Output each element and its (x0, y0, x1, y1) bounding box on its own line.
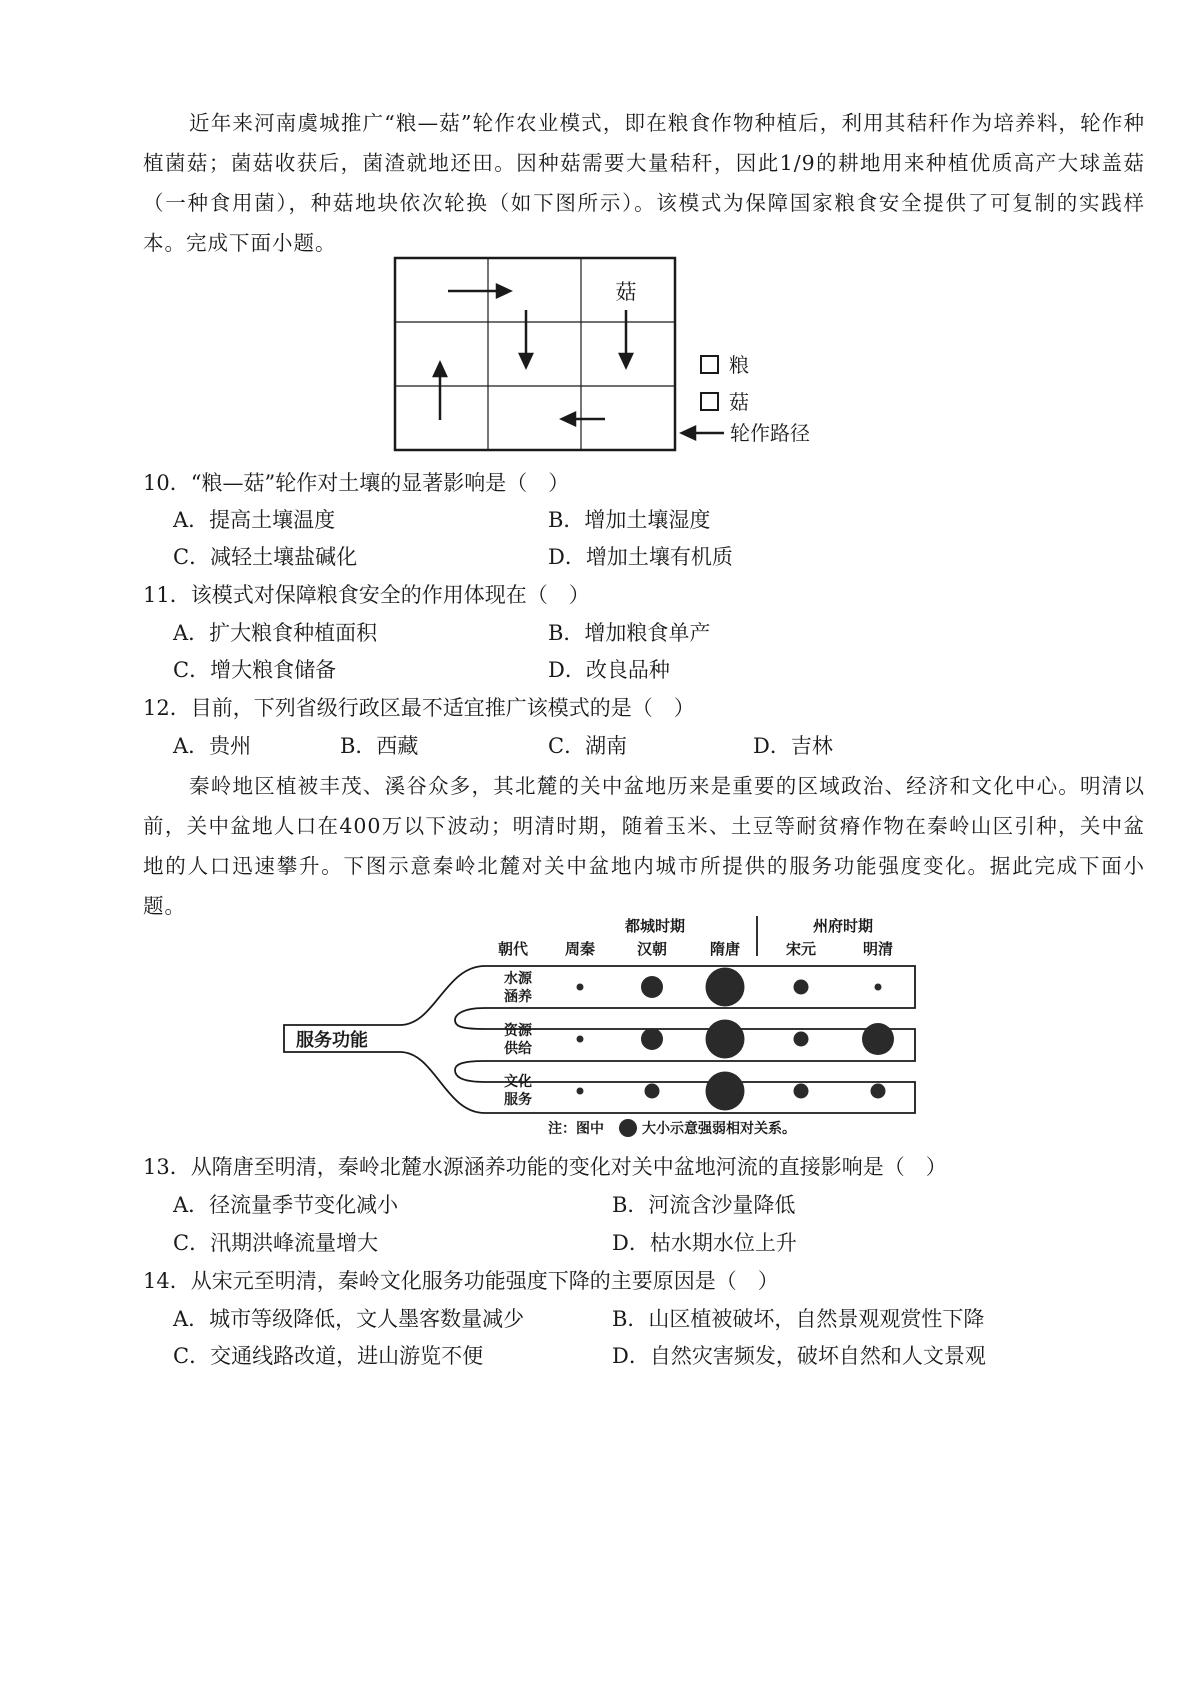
q14-option-d[interactable]: D．自然灾害频发，破坏自然和人文景观 (612, 1344, 986, 1368)
dynasty-label: 隋唐 (709, 940, 741, 958)
arrowhead (497, 285, 510, 297)
q13-option-d[interactable]: D．枯水期水位上升 (612, 1231, 797, 1255)
strength-circle (794, 1084, 809, 1099)
q13-option-c[interactable]: C．汛期洪峰流量增大 (173, 1231, 379, 1255)
period-prefecture-label: 州府时期 (812, 917, 874, 935)
row-label: 资源 (504, 1023, 532, 1039)
service-function-label: 服务功能 (296, 1030, 368, 1051)
arrowhead (682, 427, 695, 439)
rotation-grid-figure (380, 255, 830, 455)
row-label: 服务 (504, 1092, 532, 1108)
period-capital-label: 都城时期 (624, 917, 686, 935)
q14-option-c[interactable]: C．交通线路改道，进山游览不便 (173, 1344, 484, 1368)
arrowhead (520, 354, 532, 367)
strength-circle (875, 984, 882, 991)
passage-2: 秦岭地区植被丰茂、溪谷众多，其北麓的关中盆地历来是重要的区域政治、经济和文化中心。明清以前，关中盆地人口在400万以下波动；明清时期，随着玉米、土豆等耐贫瘠作物在秦岭山区引种，关中盆地的人口迅速攀升。下图示意秦岭北麓对关中盆地内城市所提供的服务功能强度变化。据此完成下面小题。 (143, 774, 1145, 918)
strength-circle (641, 1028, 663, 1050)
strength-circle (577, 984, 584, 991)
service-function-figure (270, 910, 930, 1145)
q11-option-a[interactable]: A．扩大粮食种植面积 (173, 621, 378, 645)
q11-option-c[interactable]: C．增大粮食储备 (173, 658, 337, 682)
arrowhead (434, 363, 446, 376)
question-10-stem: 10．“粮—菇”轮作对土壤的显著影响是（ ） (143, 471, 570, 495)
q14-option-a[interactable]: A．城市等级降低，文人墨客数量减少 (173, 1307, 525, 1331)
dynasty-label: 明清 (862, 940, 894, 958)
strength-circle (645, 1084, 660, 1099)
strength-circle (862, 1023, 894, 1055)
q10-option-d[interactable]: D．增加土壤有机质 (548, 545, 733, 569)
q12-option-d[interactable]: D．吉林 (753, 734, 833, 758)
q12-option-a[interactable]: A．贵州 (173, 734, 252, 758)
question-12-stem: 12．目前，下列省级行政区最不适宜推广该模式的是（ ） (143, 696, 695, 720)
note-suffix: 大小示意强弱相对关系。 (642, 1121, 796, 1137)
strength-circle (577, 1036, 584, 1043)
funnel-outline (284, 966, 915, 1113)
legend-grain-label: 粮 (729, 353, 749, 377)
question-13-stem: 13．从隋唐至明清，秦岭北麓水源涵养功能的变化对关中盆地河流的直接影响是（ ） (143, 1155, 947, 1179)
strength-circle (794, 980, 809, 995)
q10-option-c[interactable]: C．减轻土壤盐碱化 (173, 545, 358, 569)
question-11-stem: 11．该模式对保障粮食安全的作用体现在（ ） (143, 583, 590, 607)
mushroom-cell-label: 菇 (615, 280, 637, 304)
dynasty-label: 汉朝 (636, 940, 668, 958)
row-label: 水源 (504, 971, 532, 987)
legend-grain-swatch (701, 356, 718, 373)
row-label: 涵养 (504, 989, 532, 1005)
q12-option-c[interactable]: C．湖南 (548, 734, 628, 758)
note-circle-icon (619, 1119, 637, 1137)
arrowhead (620, 354, 632, 367)
q12-option-b[interactable]: B．西藏 (340, 734, 419, 758)
passage-1: 近年来河南虞城推广“粮—菇”轮作农业模式，即在粮食作物种植后，利用其秸秆作为培养料，轮作种植菌菇；菌菇收获后，菌渣就地还田。因种菇需要大量秸秆，因此1/9的耕地用来种植优质高产大球盖菇（一种食用菌），种菇地块依次轮换（如下图所示）。该模式为保障国家粮食安全提供了可复制的实践样本。完成下面小题。 (143, 111, 1145, 255)
dynasty-label: 宋元 (785, 940, 817, 958)
note-prefix: 注：图中 (548, 1121, 604, 1137)
q13-option-a[interactable]: A．径流量季节变化减小 (173, 1193, 399, 1217)
strength-circle (871, 1084, 886, 1099)
arrowhead (562, 413, 575, 425)
dynasty-row-header: 朝代 (497, 940, 529, 958)
q13-option-b[interactable]: B．河流含沙量降低 (612, 1193, 796, 1217)
q10-option-b[interactable]: B．增加土壤湿度 (548, 508, 711, 532)
strength-circle (706, 968, 745, 1007)
q11-option-d[interactable]: D．改良品种 (548, 658, 670, 682)
q14-option-b[interactable]: B．山区植被破坏，自然景观观赏性下降 (612, 1307, 985, 1331)
legend-mushroom-label: 菇 (729, 390, 749, 414)
legend-mushroom-swatch (701, 393, 718, 410)
strength-circle (706, 1072, 745, 1111)
row-label: 文化 (504, 1074, 532, 1090)
strength-circle (577, 1088, 584, 1095)
dynasty-label: 周秦 (564, 940, 596, 958)
question-14-stem: 14．从宋元至明清，秦岭文化服务功能强度下降的主要原因是（ ） (143, 1269, 779, 1293)
legend-path-label: 轮作路径 (730, 421, 810, 445)
row-label: 供给 (504, 1041, 532, 1057)
strength-circle (706, 1020, 745, 1059)
q10-option-a[interactable]: A．提高土壤温度 (173, 508, 336, 532)
strength-circle (794, 1032, 809, 1047)
q11-option-b[interactable]: B．增加粮食单产 (548, 621, 711, 645)
strength-circle (641, 976, 663, 998)
